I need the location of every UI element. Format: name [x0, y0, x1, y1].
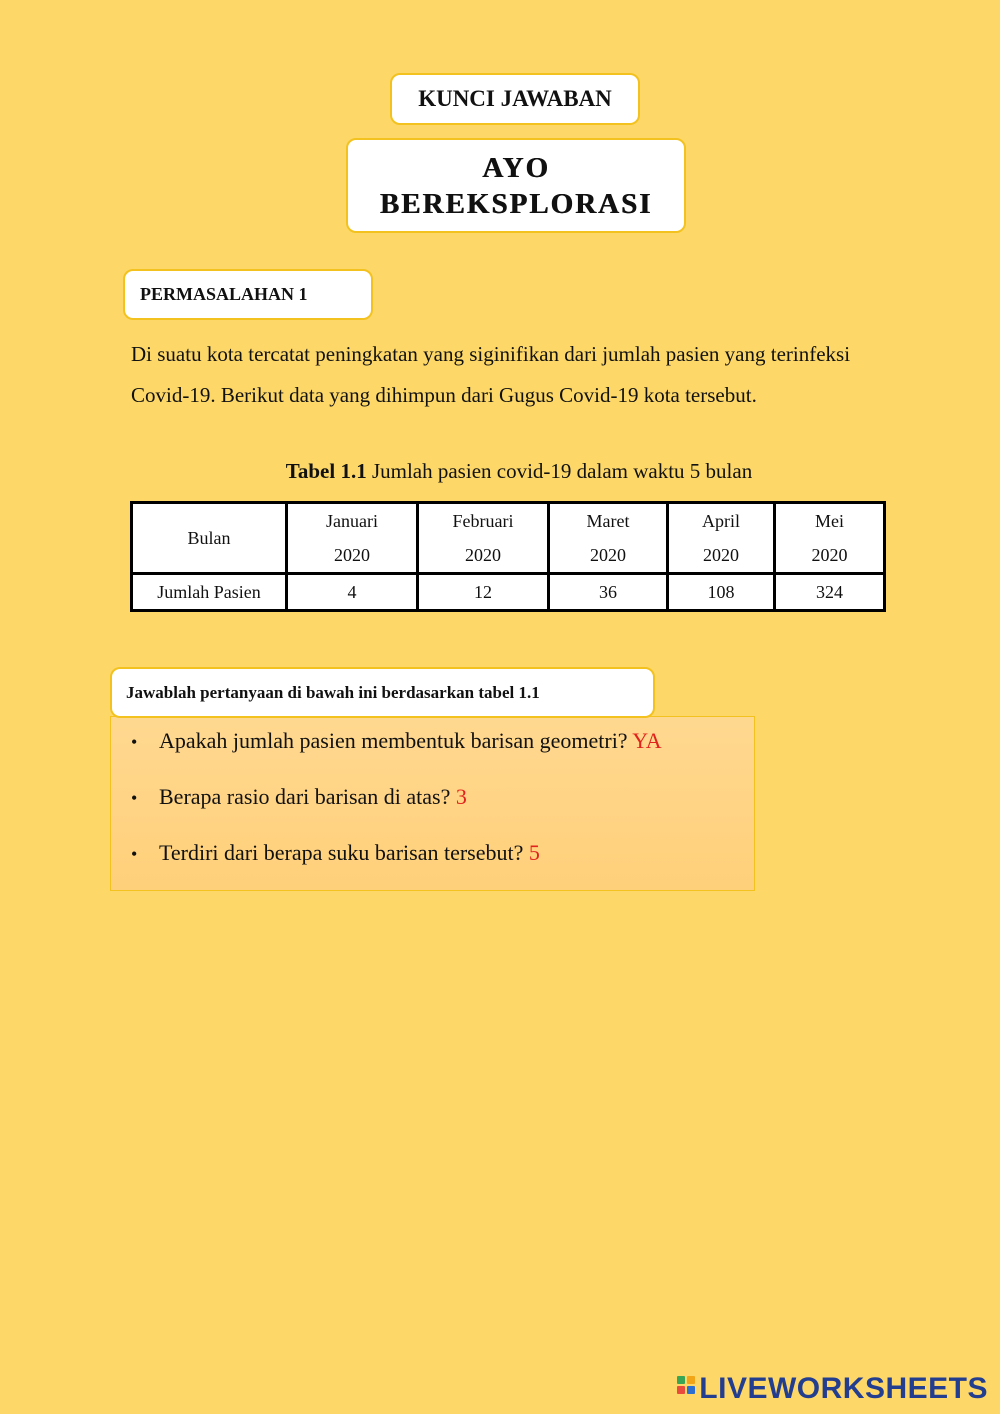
- explore-title-line-1: AYO: [482, 151, 550, 184]
- question-text: Berapa rasio dari barisan di atas?: [159, 784, 451, 809]
- explore-title: [346, 138, 686, 233]
- value-cell: 4: [287, 574, 418, 611]
- answer-key-title: KUNCI JAWABAN: [390, 73, 640, 125]
- month-cell: [775, 503, 885, 574]
- table-caption-text: Jumlah pasien covid-19 dalam waktu 5 bulan: [366, 459, 753, 483]
- list-item: [131, 781, 662, 837]
- month-cell: [418, 503, 549, 574]
- list-item: [131, 837, 662, 893]
- month-cell: [668, 503, 775, 574]
- month-year: 2020: [703, 545, 739, 565]
- month-cell: [549, 503, 668, 574]
- question-text: Terdiri dari berapa suku barisan tersebut?: [159, 840, 524, 865]
- table-row: [132, 574, 885, 611]
- list-item: [131, 725, 662, 781]
- month-cell: [287, 503, 418, 574]
- bullet-icon: •: [131, 788, 138, 808]
- logo-square: [677, 1386, 685, 1394]
- month-year: 2020: [334, 545, 370, 565]
- answer-text: 5: [528, 840, 540, 865]
- logo-square: [687, 1376, 695, 1384]
- month-name: Februari: [452, 511, 514, 531]
- value-cell: 108: [668, 574, 775, 611]
- questions-list: [131, 725, 662, 893]
- month-name: April: [702, 511, 740, 531]
- table-caption: [0, 459, 1000, 484]
- explore-title-line-2: BEREKSPLORASI: [379, 187, 653, 220]
- row-header-month: Bulan: [132, 503, 287, 574]
- month-name: Januari: [326, 511, 378, 531]
- logo-square: [687, 1386, 695, 1394]
- liveworksheets-brand[interactable]: [677, 1372, 988, 1406]
- month-year: 2020: [590, 545, 626, 565]
- patients-table: [130, 501, 886, 612]
- month-year: 2020: [465, 545, 501, 565]
- month-name: Maret: [586, 511, 630, 531]
- value-cell: 12: [418, 574, 549, 611]
- table-caption-number: Tabel 1.1: [285, 459, 367, 483]
- questions-panel: [110, 716, 755, 891]
- value-cell: 324: [775, 574, 885, 611]
- problem-paragraph: Di suatu kota tercatat peningkatan yang siginifikan dari jumlah pasien yang terinfeksi Covid-19. Berikut data yang dihimpun dari Gugus Covid-19 kota tersebut.: [131, 342, 851, 407]
- bullet-icon: •: [131, 732, 138, 752]
- question-text: Apakah jumlah pasien membentuk barisan geometri?: [159, 728, 628, 753]
- value-cell: 36: [549, 574, 668, 611]
- row-header-patients: Jumlah Pasien: [132, 574, 287, 611]
- bullet-icon: •: [131, 844, 138, 864]
- answer-text: 3: [455, 784, 467, 809]
- answer-text: YA: [632, 728, 662, 753]
- month-year: 2020: [811, 545, 848, 565]
- table-header-row: [132, 503, 885, 574]
- problem-label: PERMASALAHAN 1: [123, 269, 373, 320]
- month-name: Mei: [815, 511, 844, 531]
- questions-header: Jawablah pertanyaan di bawah ini berdasarkan tabel 1.1: [110, 667, 655, 718]
- liveworksheets-logo-icon: [677, 1376, 697, 1402]
- logo-square: [677, 1376, 685, 1384]
- brand-text: LIVEWORKSHEETS: [699, 1372, 988, 1405]
